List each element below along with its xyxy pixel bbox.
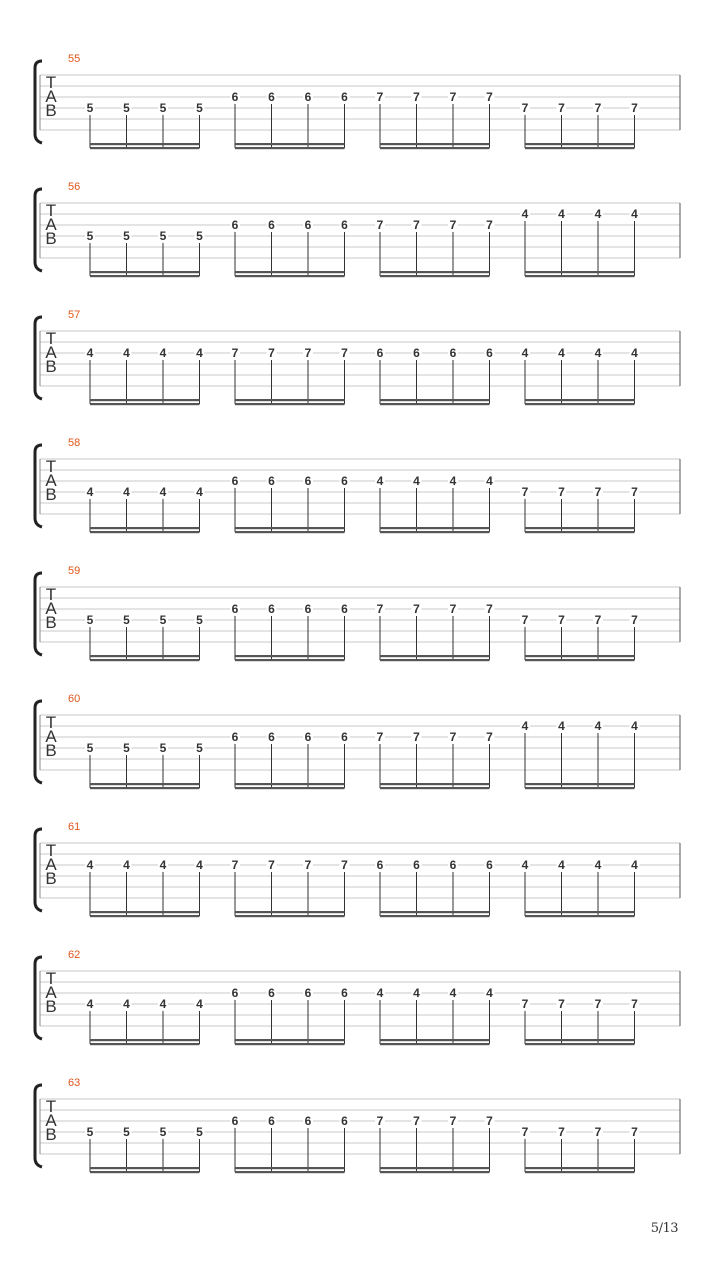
tab-system [35, 949, 680, 1045]
fret-number: 7 [413, 1114, 420, 1128]
beam [90, 275, 200, 277]
fret-number: 6 [268, 602, 275, 616]
fret-number: 7 [521, 485, 529, 499]
fret-number: 6 [304, 986, 312, 1000]
fret-number: 7 [631, 997, 638, 1011]
fret-number: 7 [449, 730, 457, 744]
fret-number: 7 [521, 997, 529, 1011]
fret-number: 6 [486, 346, 493, 360]
fret-number: 5 [159, 229, 167, 243]
fret-number: 4 [486, 986, 493, 1000]
fret-number: 7 [413, 730, 420, 744]
fret-number: 4 [558, 719, 565, 733]
fret-number: 6 [304, 90, 312, 104]
beam [90, 527, 200, 529]
fret-number: 4 [123, 858, 130, 872]
system-bracket [35, 189, 42, 271]
beam [235, 911, 345, 913]
tab-clef-letter: T [45, 585, 57, 604]
measure-number: 59 [68, 565, 81, 577]
tab-clef-letter: A [45, 855, 57, 874]
beam [90, 143, 200, 145]
fret-number: 4 [486, 474, 493, 488]
fret-number: 7 [231, 346, 239, 360]
fret-number: 4 [449, 986, 457, 1000]
system-bracket [35, 829, 42, 911]
fret-number: 6 [304, 730, 312, 744]
beam [235, 783, 345, 785]
fret-number: 6 [304, 218, 312, 232]
fret-number: 7 [594, 613, 602, 627]
fret-number: 5 [86, 1125, 94, 1139]
beam [525, 1167, 635, 1169]
fret-number: 7 [304, 346, 312, 360]
fret-number: 4 [521, 207, 529, 221]
fret-number: 6 [486, 858, 493, 872]
tab-clef-letter: A [45, 1111, 57, 1130]
tab-clef-letter: A [45, 727, 57, 746]
measure-number: 58 [68, 437, 81, 449]
fret-number: 7 [521, 101, 529, 115]
fret-number: 7 [486, 730, 493, 744]
fret-number: 5 [86, 229, 94, 243]
tab-clef-letter: T [45, 713, 57, 732]
beam [380, 1171, 490, 1173]
beam [380, 527, 490, 529]
fret-number: 7 [631, 101, 638, 115]
fret-number: 4 [413, 474, 420, 488]
fret-number: 6 [341, 90, 348, 104]
beam [525, 271, 635, 273]
fret-number: 4 [159, 997, 167, 1011]
fret-number: 4 [631, 858, 638, 872]
beam [90, 399, 200, 401]
system-bracket [35, 317, 42, 399]
tab-clef-letter: B [45, 229, 57, 248]
fret-number: 4 [86, 485, 94, 499]
fret-number: 6 [413, 346, 420, 360]
beam [90, 147, 200, 149]
fret-number: 4 [594, 858, 602, 872]
fret-number: 7 [594, 101, 602, 115]
fret-number: 7 [558, 1125, 565, 1139]
beam [90, 531, 200, 533]
fret-number: 4 [86, 346, 94, 360]
beam [525, 911, 635, 913]
fret-number: 4 [413, 986, 420, 1000]
beam [90, 1171, 200, 1173]
fret-number: 4 [159, 346, 167, 360]
fret-number: 6 [268, 218, 275, 232]
beam [525, 783, 635, 785]
tab-system [35, 437, 680, 533]
fret-number: 7 [413, 90, 420, 104]
fret-number: 4 [631, 207, 638, 221]
tab-clef-letter: T [45, 73, 57, 92]
fret-number: 7 [449, 1114, 457, 1128]
fret-number: 6 [231, 730, 239, 744]
tab-clef-letter: B [45, 613, 57, 632]
beam [380, 143, 490, 145]
fret-number: 6 [341, 602, 348, 616]
fret-number: 6 [413, 858, 420, 872]
tab-system [35, 821, 680, 917]
beam [380, 1039, 490, 1041]
system-bracket [35, 1085, 42, 1167]
fret-number: 5 [159, 613, 167, 627]
tab-system [35, 181, 680, 277]
measure-number: 60 [68, 693, 81, 705]
tab-clef-letter: A [45, 343, 57, 362]
beam [235, 655, 345, 657]
fret-number: 7 [558, 997, 565, 1011]
beam [380, 911, 490, 913]
fret-number: 7 [268, 858, 275, 872]
fret-number: 6 [341, 218, 348, 232]
beam [90, 271, 200, 273]
beam [90, 1043, 200, 1045]
beam [90, 659, 200, 661]
fret-number: 6 [304, 1114, 312, 1128]
beam [525, 915, 635, 917]
fret-number: 7 [376, 90, 384, 104]
beam [90, 915, 200, 917]
fret-number: 6 [376, 346, 384, 360]
fret-number: 7 [341, 858, 348, 872]
tab-clef-letter: T [45, 329, 57, 348]
fret-number: 4 [631, 719, 638, 733]
measure-number: 56 [68, 181, 81, 193]
tab-clef-letter: B [45, 485, 57, 504]
fret-number: 7 [376, 730, 384, 744]
beam [235, 531, 345, 533]
beam [525, 655, 635, 657]
fret-number: 7 [268, 346, 275, 360]
system-bracket [35, 445, 42, 527]
fret-number: 4 [86, 997, 94, 1011]
fret-number: 4 [594, 207, 602, 221]
beam [90, 783, 200, 785]
beam [90, 1039, 200, 1041]
fret-number: 6 [268, 1114, 275, 1128]
beam [380, 147, 490, 149]
fret-number: 6 [449, 346, 457, 360]
tab-clef-letter: T [45, 841, 57, 860]
beam [235, 399, 345, 401]
fret-number: 7 [376, 602, 384, 616]
tab-clef-letter: B [45, 869, 57, 888]
beam [380, 271, 490, 273]
tab-clef-letter: B [45, 741, 57, 760]
measure-number: 57 [68, 309, 81, 321]
fret-number: 4 [376, 986, 384, 1000]
tab-clef-letter: B [45, 101, 57, 120]
fret-number: 6 [304, 602, 312, 616]
beam [380, 403, 490, 405]
fret-number: 4 [196, 858, 203, 872]
beam [235, 403, 345, 405]
tab-clef-letter: A [45, 87, 57, 106]
beam [90, 787, 200, 789]
fret-number: 7 [594, 1125, 602, 1139]
fret-number: 4 [631, 346, 638, 360]
beam [525, 147, 635, 149]
measure-number: 55 [68, 53, 81, 65]
fret-number: 6 [268, 90, 275, 104]
tab-clef-letter: T [45, 201, 57, 220]
fret-number: 6 [231, 90, 239, 104]
fret-number: 5 [196, 741, 203, 755]
fret-number: 7 [558, 613, 565, 627]
measure-number: 61 [68, 821, 81, 833]
fret-number: 5 [123, 741, 130, 755]
tab-system [35, 565, 680, 661]
system-bracket [35, 957, 42, 1039]
fret-number: 6 [304, 474, 312, 488]
beam [525, 1043, 635, 1045]
fret-number: 6 [268, 474, 275, 488]
beam [380, 399, 490, 401]
beam [90, 655, 200, 657]
tab-system [35, 1077, 680, 1173]
beam [525, 531, 635, 533]
fret-number: 4 [86, 858, 94, 872]
fret-number: 5 [123, 101, 130, 115]
beam [525, 143, 635, 145]
beam [235, 1171, 345, 1173]
fret-number: 4 [159, 858, 167, 872]
fret-number: 7 [376, 1114, 384, 1128]
fret-number: 4 [376, 474, 384, 488]
fret-number: 4 [159, 485, 167, 499]
fret-number: 7 [413, 218, 420, 232]
beam [235, 147, 345, 149]
fret-number: 4 [196, 485, 203, 499]
beam [90, 911, 200, 913]
tab-clef-letter: A [45, 471, 57, 490]
tab-clef-letter: B [45, 357, 57, 376]
fret-number: 4 [521, 858, 529, 872]
fret-number: 6 [376, 858, 384, 872]
beam [235, 271, 345, 273]
beam [380, 659, 490, 661]
fret-number: 5 [159, 1125, 167, 1139]
beam [90, 403, 200, 405]
fret-number: 4 [558, 858, 565, 872]
fret-number: 4 [594, 719, 602, 733]
beam [525, 527, 635, 529]
beam [380, 1167, 490, 1169]
tab-clef-letter: T [45, 1097, 57, 1116]
fret-number: 7 [558, 485, 565, 499]
beam [235, 1167, 345, 1169]
fret-number: 5 [196, 1125, 203, 1139]
fret-number: 5 [159, 741, 167, 755]
fret-number: 7 [413, 602, 420, 616]
fret-number: 5 [86, 613, 94, 627]
tab-clef-letter: A [45, 983, 57, 1002]
fret-number: 7 [521, 613, 529, 627]
fret-number: 4 [196, 346, 203, 360]
fret-number: 7 [631, 1125, 638, 1139]
beam [235, 659, 345, 661]
beam [525, 787, 635, 789]
fret-number: 7 [486, 1114, 493, 1128]
beam [525, 399, 635, 401]
fret-number: 7 [304, 858, 312, 872]
fret-number: 7 [521, 1125, 529, 1139]
fret-number: 4 [558, 207, 565, 221]
fret-number: 7 [594, 997, 602, 1011]
fret-number: 5 [196, 101, 203, 115]
system-bracket [35, 701, 42, 783]
fret-number: 6 [268, 986, 275, 1000]
beam [380, 787, 490, 789]
system-bracket [35, 61, 42, 143]
fret-number: 5 [86, 101, 94, 115]
fret-number: 6 [231, 1114, 239, 1128]
fret-number: 6 [449, 858, 457, 872]
tab-clef-letter: A [45, 599, 57, 618]
fret-number: 4 [521, 346, 529, 360]
beam [525, 1039, 635, 1041]
fret-number: 7 [631, 485, 638, 499]
fret-number: 5 [196, 613, 203, 627]
fret-number: 6 [341, 474, 348, 488]
beam [380, 915, 490, 917]
fret-number: 7 [231, 858, 239, 872]
fret-number: 7 [486, 602, 493, 616]
fret-number: 4 [123, 346, 130, 360]
fret-number: 5 [196, 229, 203, 243]
tab-system [35, 53, 680, 149]
system-bracket [35, 573, 42, 655]
fret-number: 6 [231, 474, 239, 488]
tab-clef-letter: A [45, 215, 57, 234]
fret-number: 4 [123, 485, 130, 499]
beam [235, 143, 345, 145]
fret-number: 7 [594, 485, 602, 499]
beam [380, 531, 490, 533]
tab-clef-letter: B [45, 1125, 57, 1144]
tab-system [35, 693, 680, 789]
beam [235, 1039, 345, 1041]
fret-number: 5 [123, 229, 130, 243]
beam [90, 1167, 200, 1169]
fret-number: 4 [123, 997, 130, 1011]
tab-clef-letter: T [45, 457, 57, 476]
fret-number: 6 [231, 218, 239, 232]
beam [525, 659, 635, 661]
tab-system [35, 309, 680, 405]
fret-number: 7 [486, 90, 493, 104]
fret-number: 7 [558, 101, 565, 115]
page-number: 5/13 [650, 1221, 678, 1236]
fret-number: 4 [449, 474, 457, 488]
fret-number: 4 [558, 346, 565, 360]
fret-number: 7 [631, 613, 638, 627]
fret-number: 5 [86, 741, 94, 755]
fret-number: 5 [159, 101, 167, 115]
fret-number: 7 [449, 218, 457, 232]
fret-number: 4 [521, 719, 529, 733]
fret-number: 6 [268, 730, 275, 744]
beam [525, 1171, 635, 1173]
fret-number: 7 [486, 218, 493, 232]
beam [380, 655, 490, 657]
beam [525, 403, 635, 405]
beam [380, 275, 490, 277]
beam [235, 915, 345, 917]
beam [380, 783, 490, 785]
fret-number: 6 [341, 986, 348, 1000]
fret-number: 7 [341, 346, 348, 360]
beam [380, 1043, 490, 1045]
beam [235, 1043, 345, 1045]
fret-number: 7 [376, 218, 384, 232]
beam [525, 275, 635, 277]
fret-number: 6 [341, 730, 348, 744]
beam [235, 275, 345, 277]
fret-number: 6 [231, 986, 239, 1000]
fret-number: 4 [594, 346, 602, 360]
measure-number: 62 [68, 949, 81, 961]
fret-number: 4 [196, 997, 203, 1011]
fret-number: 7 [449, 602, 457, 616]
fret-number: 5 [123, 613, 130, 627]
fret-number: 6 [341, 1114, 348, 1128]
tab-clef-letter: T [45, 969, 57, 988]
fret-number: 6 [231, 602, 239, 616]
beam [235, 527, 345, 529]
fret-number: 7 [449, 90, 457, 104]
beam [235, 787, 345, 789]
tab-clef-letter: B [45, 997, 57, 1016]
fret-number: 5 [123, 1125, 130, 1139]
measure-number: 63 [68, 1077, 81, 1089]
